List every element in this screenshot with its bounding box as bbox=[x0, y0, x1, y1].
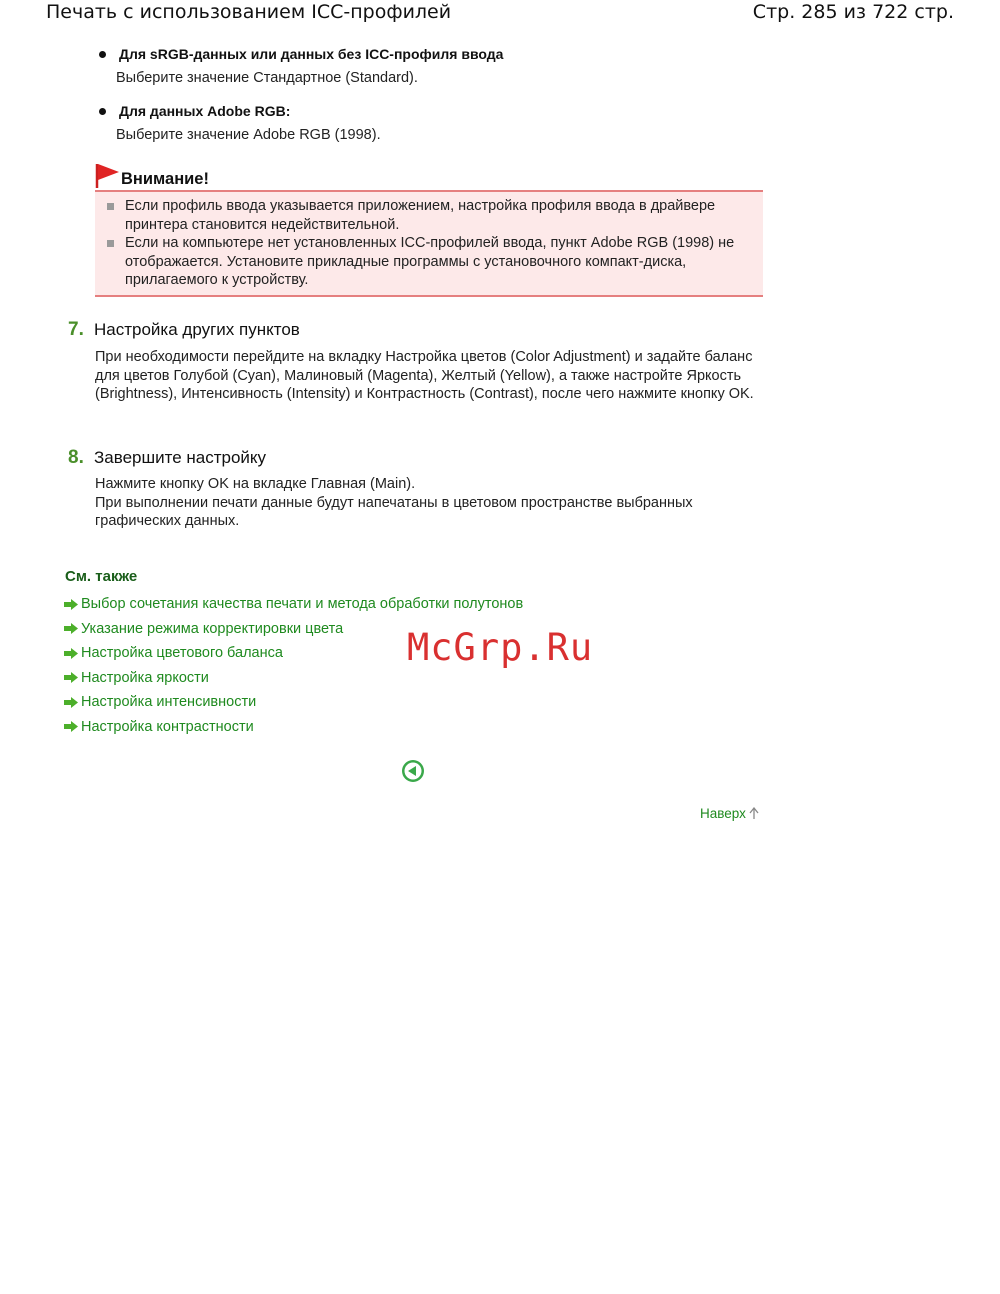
link-label[interactable]: Выбор сочетания качества печати и метода обработки полутонов bbox=[81, 596, 524, 613]
see-also-link[interactable] bbox=[64, 592, 523, 617]
caution-title: Внимание! bbox=[121, 170, 209, 188]
arrow-up-icon bbox=[749, 807, 759, 820]
bullet-dot-icon bbox=[99, 108, 106, 115]
caution-item bbox=[107, 197, 747, 234]
see-also-link[interactable] bbox=[64, 690, 523, 715]
step-7-heading bbox=[68, 319, 300, 341]
bullet-heading: Для sRGB-данных или данных без ICC-профиля ввода bbox=[119, 46, 504, 62]
link-label[interactable]: Настройка яркости bbox=[81, 669, 209, 686]
caution-item bbox=[107, 234, 747, 290]
back-arrow-icon[interactable] bbox=[401, 759, 425, 783]
step-8-line-2: При выполнении печати данные будут напечатаны в цветовом пространстве выбранных графических данных. bbox=[95, 494, 693, 529]
back-to-top-label[interactable]: Наверх bbox=[700, 806, 746, 821]
bullet-text: Выберите значение Adobe RGB (1998). bbox=[116, 127, 381, 143]
step-8-body bbox=[95, 475, 710, 531]
step-title: Завершите настройку bbox=[94, 448, 267, 467]
caution-item-text: Если профиль ввода указывается приложением, настройка профиля ввода в драйвере принтера становится недействительной. bbox=[125, 198, 716, 233]
see-also-link[interactable] bbox=[64, 715, 523, 740]
bullet-dot-icon bbox=[99, 51, 106, 58]
arrow-right-icon bbox=[64, 697, 78, 708]
caution-item-text: Если на компьютере нет установленных ICC-профилей ввода, пункт Adobe RGB (1998) не отображается. Установите прикладные программы с установочного компакт-диска, прилагаемого к устройству. bbox=[125, 235, 735, 288]
step-number: 7. bbox=[68, 319, 84, 340]
arrow-right-icon bbox=[64, 721, 78, 732]
back-to-top-link[interactable] bbox=[700, 806, 759, 821]
square-bullet-icon bbox=[107, 240, 114, 247]
link-label[interactable]: Настройка цветового баланса bbox=[81, 645, 283, 662]
arrow-right-icon bbox=[64, 672, 78, 683]
caution-box bbox=[95, 163, 763, 295]
step-7-body: При необходимости перейдите на вкладку Настройка цветов (Color Adjustment) и задайте баланс для цветов Голубой (Cyan), Малиновый (Magenta), Желтый (Yellow), а также настройте Яркость (Brightness), Интенсивность (Intensity) и Контрастность (Contrast), после чего нажмите кнопку OK. bbox=[95, 349, 754, 402]
arrow-right-icon bbox=[64, 648, 78, 659]
page-number: Стр. 285 из 722 стр. bbox=[752, 1, 954, 23]
bullet-heading: Для данных Adobe RGB: bbox=[119, 103, 291, 119]
page-header-title: Печать с использованием ICC-профилей bbox=[46, 1, 452, 23]
see-also-title: См. также bbox=[65, 568, 138, 585]
arrow-right-icon bbox=[64, 623, 78, 634]
link-label[interactable]: Указание режима корректировки цвета bbox=[81, 620, 344, 637]
bullet-adobe-rgb bbox=[96, 103, 381, 143]
caution-content bbox=[95, 190, 763, 297]
step-8-line-1: Нажмите кнопку OK на вкладке Главная (Main). bbox=[95, 476, 416, 492]
link-label[interactable]: Настройка контрастности bbox=[81, 718, 254, 735]
watermark: McGrp.Ru bbox=[407, 626, 594, 669]
arrow-right-icon bbox=[64, 599, 78, 610]
step-title: Настройка других пунктов bbox=[94, 320, 300, 339]
step-8-heading bbox=[68, 447, 266, 469]
warning-flag-icon bbox=[95, 163, 121, 189]
bullet-srgb bbox=[96, 46, 503, 86]
bullet-text: Выберите значение Стандартное (Standard). bbox=[116, 70, 418, 86]
square-bullet-icon bbox=[107, 203, 114, 210]
step-number: 8. bbox=[68, 447, 84, 468]
link-label[interactable]: Настройка интенсивности bbox=[81, 694, 257, 711]
see-also-link[interactable] bbox=[64, 666, 523, 691]
